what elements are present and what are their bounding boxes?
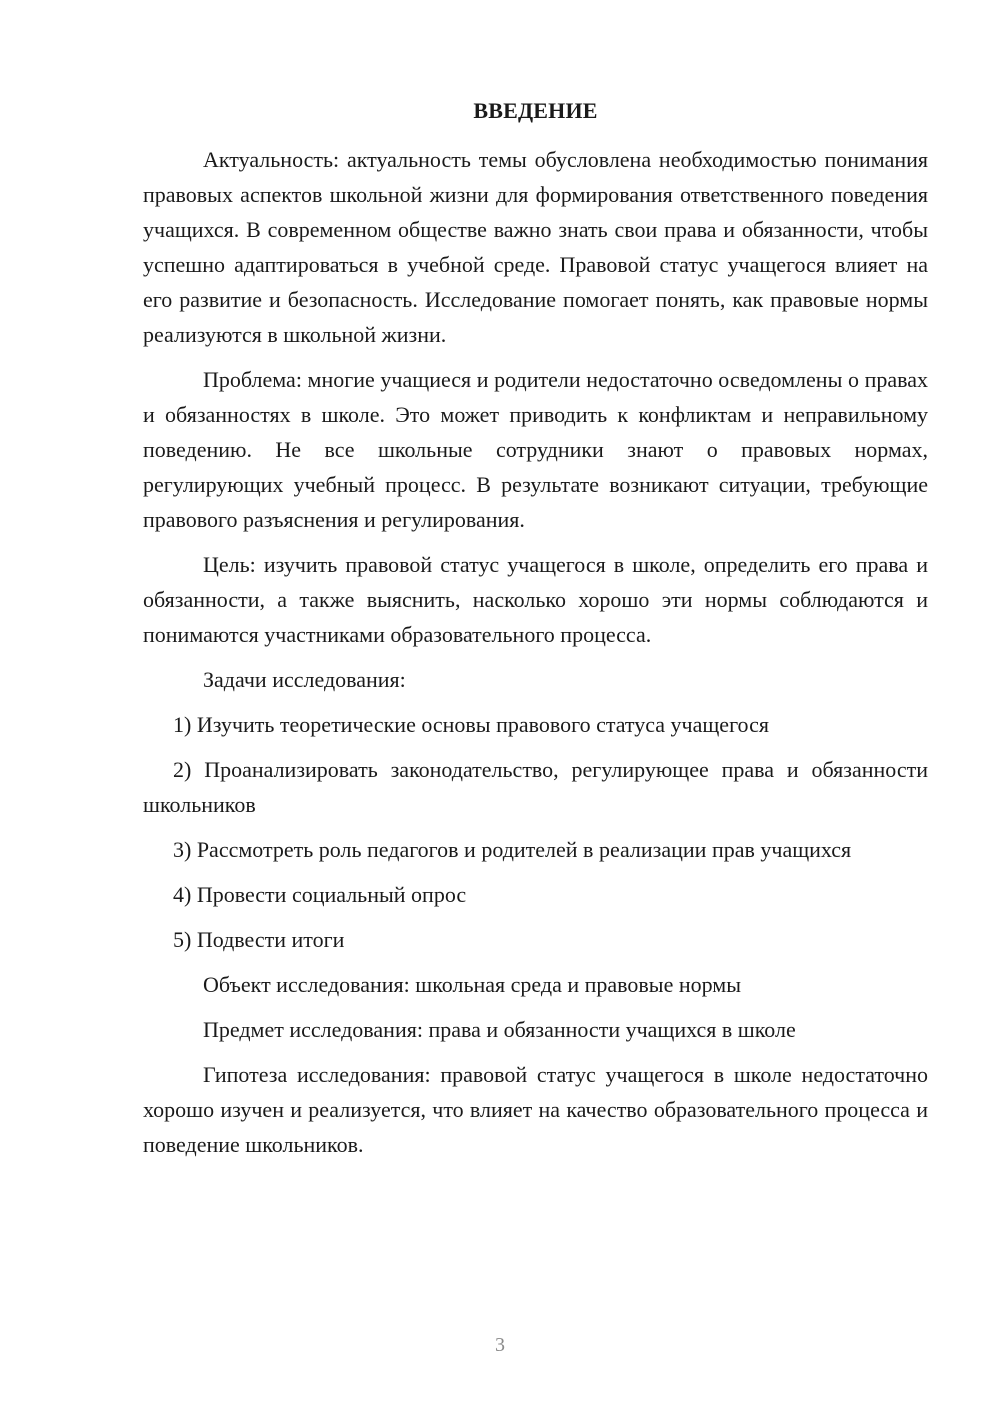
page-title: ВВЕДЕНИЕ	[473, 98, 598, 123]
problem-paragraph: Проблема: многие учащиеся и родители недостаточно осведомлены о правах и обязанностях в школе. Это может приводить к конфликтам и неправильному поведению. Не все школьные сотрудники знают о правовых нормах, регулирующих учебный процесс. В результате возникают ситуации, требующие правового разъяснения и регулирования.	[143, 367, 928, 532]
object-line: Объект исследования: школьная среда и правовые нормы	[203, 972, 741, 997]
tasks-title: Задачи исследования:	[203, 667, 406, 692]
goal-paragraph: Цель: изучить правовой статус учащегося в школе, определить его права и обязанности, а также выяснить, насколько хорошо эти нормы соблюдаются и понимаются участниками образовательного процесса.	[143, 552, 928, 647]
hypothesis-paragraph: Гипотеза исследования: правовой статус учащегося в школе недостаточно хорошо изучен и реализуется, что влияет на качество образовательного процесса и поведение школьников.	[143, 1062, 928, 1157]
list-item: 3) Рассмотреть роль педагогов и родителей в реализации прав учащихся	[173, 837, 852, 862]
page-number: 3	[495, 1334, 505, 1356]
list-item: 5) Подвести итоги	[173, 927, 345, 952]
relevance-paragraph: Актуальность: актуальность темы обусловлена необходимостью понимания правовых аспектов школьной жизни для формирования ответственного поведения учащихся. В современном обществе важно знать свои права и обязанности, чтобы успешно адаптироваться в учебной среде. Правовой статус учащегося влияет на его развитие и безопасность. Исследование помогает понять, как правовые нормы реализуются в школьной жизни.	[143, 147, 928, 347]
list-item: 1) Изучить теоретические основы правового статуса учащегося	[173, 712, 769, 737]
subject-line: Предмет исследования: права и обязанности учащихся в школе	[203, 1017, 796, 1042]
list-item: 4) Провести социальный опрос	[173, 882, 467, 907]
list-item: 2) Проанализировать законодательство, регулирующее права и обязанности школьников	[143, 757, 928, 817]
document-page	[143, 94, 928, 1172]
tasks-list	[143, 707, 928, 957]
